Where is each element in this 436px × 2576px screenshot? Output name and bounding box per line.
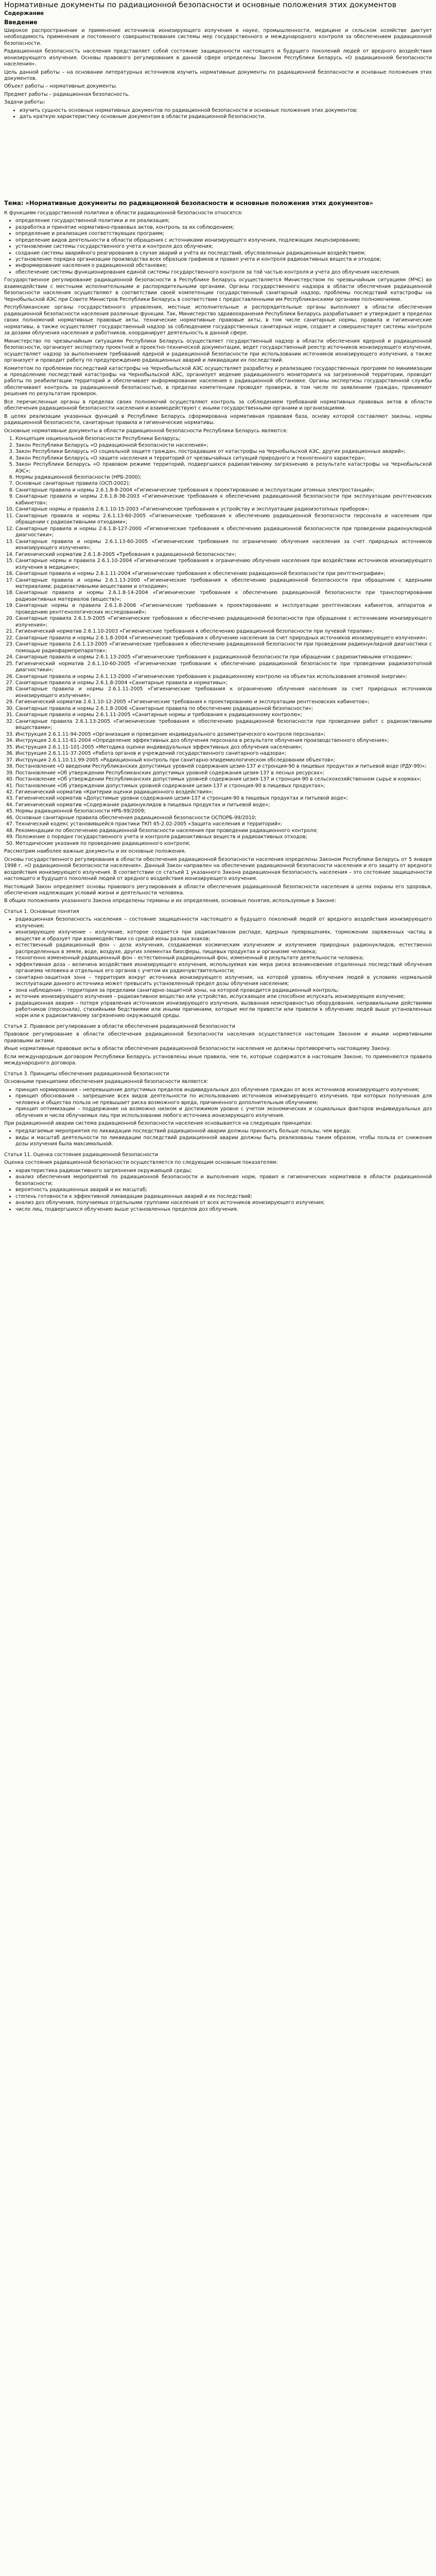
paragraph: Основные нормативные документы в области радиационной безопасности Республики Беларусь являются:	[4, 428, 288, 434]
list-item: 26. Санитарные правила и нормы 2.6.1.13-2000 «Гигиенические требования к радиационному контролю на объектах использования атомной энергии»;	[15, 674, 432, 680]
document-title: Нормативные документы по радиационной безопасности и основные положения этих документов	[4, 1, 397, 9]
list-item: 11. Санитарные правила и нормы 2.6.1.13-60-2005 «Гигиенические требования к обеспечению радиационной безопасности персонала и населения при обращении с радиоактивными отходами»;	[15, 513, 432, 526]
list-item: 20. Санитарные правила 2.6.1.9-2005 «Гигиенические требования к обеспечению радиационной безопасности при обращении с источниками ионизирующего излучения»;	[15, 616, 432, 629]
intro-paragraph: Цель данной работы – на основании литературных источников изучить нормативные документы по радиационной безопасности и основные положения этих документов.	[4, 69, 432, 81]
list-item: 43. Гигиенический норматив «Допустимые уровни содержания цезия-137 и стронция-90 в пищевых продуктах и питьевой воде»;	[15, 795, 432, 802]
list-item: • зона наблюдения – территория за пределами санитарно-защитной зоны, на которой проводится радиационный контроль;	[15, 988, 432, 994]
list-item: 19. Санитарные нормы и правила 2.6.1.8-2006 «Гигиенические требования к проектированию и эксплуатации рентгеновских кабинетов, аппаратов и проведению рентгенологических исследований»;	[15, 603, 432, 616]
list-item: • определение видов деятельности в области обращения с источниками ионизирующего излучения, подлежащих лицензированию;	[15, 238, 432, 244]
list-item: 44. Гигиенический норматив «Содержание радионуклидов в пищевых продуктах и питьевой воде»;	[15, 802, 432, 808]
list-item: 27. Санитарные правила и нормы 2.6.1.8-2004 «Санитарные правила и нормативы»;	[15, 680, 432, 686]
list-item: 34. Инструкция 2.6.1.11-61-2004 «Определение эффективных доз облучения персонала в результате облучения производственного облучения»;	[15, 738, 432, 744]
list-item: • характеристика радиоактивного загрязнения окружающей среды;	[15, 1168, 432, 1174]
article-2-title: Статья 2. Правовое регулирование в области обеспечения радиационной безопасности	[4, 1023, 235, 1029]
paragraph: Комитетом по проблемам последствий катастрофы на Чернобыльской АЭС осуществляет разработку и реализацию государственных программ по минимизации и преодолению последствий катастрофы на Чернобыльской АЭС, организует ведение радиационного мониторинга на загрязненной территории, проводит работы по реабилитации территорий и обеспечивает информирование населения о радиационной обстановке. Органы экспертизы государственной службы обеспечивают контроль за радиационной безопасностью, в пределах компетенции проводят проверки, в том числе по заявлениям граждан, принимают решения по результатам проверок.	[4, 365, 432, 397]
list-item: 32. Санитарные правила 2.6.1.13-2005 «Гигиенические требования к обеспечению радиационной безопасности при проведении работ с радиоактивными веществами»;	[15, 719, 432, 732]
list-item: • анализ обеспечения мероприятий по радиационной безопасности и выполнения норм, правил и гигиенических нормативов в области радиационной безопасности;	[15, 1174, 432, 1187]
documents-list	[4, 436, 432, 847]
intro-paragraph: Объект работы – нормативные документы.	[4, 83, 117, 90]
article-1-title: Статья 1. Основные понятия	[4, 908, 79, 914]
list-item: • радиационная безопасность населения – состояние защищенности настоящего и будущего поколений людей от вредного воздействия ионизирующего излучения;	[15, 917, 432, 929]
paragraph: При радиационной аварии система радиационной безопасности населения основывается на следующих принципах:	[4, 1121, 312, 1126]
intro-heading: Введение	[4, 18, 38, 26]
list-item: 9. Санитарные правила и нормы 2.6.1.8-38-2003 «Гигиенические требования к обеспечению радиационной безопасности при эксплуатации рентгеновских кабинетов»;	[15, 494, 432, 506]
intro-paragraph: Радиационная безопасность населения представляет собой состояние защищенности настоящего и будущего поколений людей от вредного воздействия ионизирующего излучения. Основы правового регулирования в данной сфере определены Законом Республики Беларусь «О радиационной безопасности населения».	[4, 48, 432, 67]
paragraph: В целях реализации указанных функций в Республике Беларусь сформирована нормативная правовая база, основу которой составляют законы, нормы радиационной безопасности, санитарные правила и гигиенические нормативы.	[4, 413, 432, 426]
paragraph: Государственное регулирование радиационной безопасности в Республике Беларусь осуществляется Министерством по чрезвычайным ситуациям (МЧС) во взаимодействии с местными исполнительными и распорядительными органами. Органы государственного надзора в области обеспечения радиационной безопасности населения осуществляют в соответствии своей компетенции государственный санитарный надзор, проблемы последствий катастрофы на Чернобыльской АЭС при Совете Министров Республики Беларусь в соответствии с предоставленными им Республиканскими органами полномочиями.	[4, 277, 432, 302]
list-item: 16. Санитарные правила и нормы 2.6.1.11-2004 «Гигиенические требования к обеспечению радиационной безопасности при рентгенографии»;	[15, 571, 432, 577]
list-item: 23. Санитарные правила 2.6.1.13-2005 «Гигиенические требования к обеспечению радиационной безопасности при проведении радионуклидной диагностики с помощью радиофармпрепаратов»;	[15, 641, 432, 654]
intro-paragraph: Широкое распространение и применение источников ионизирующего излучения в науке, промышленности, медицине и сельском хозяйстве диктует необходимость применения и постоянного совершенствования системы мер государственного и международного контроля за обеспечением радиационной безопасности.	[4, 27, 432, 46]
paragraph: Настоящий Закон определяет основы правового регулирования в области обеспечения радиационной безопасности населения в целях охраны его здоровья, обеспечения надлежащих условий жизни и деятельности человека.	[4, 884, 432, 896]
list-item: • принцип обоснования – запрещение всех видов деятельности по использованию источников ионизирующего излучения, при которых полученная для человека и общества польза не превышает риска возможного вреда, причиненного дополнительным облучением;	[15, 1093, 432, 1106]
paragraph: Если международным договором Республики Беларусь установлены иные правила, чем те, которые содержатся в настоящем Законе, то применяются правила международного договора.	[4, 1054, 432, 1066]
list-item: 10. Санитарные нормы и правила 2.6.1.10-15-2003 «Гигиенические требования к устройству и эксплуатации радиоизотопных приборов»;	[15, 506, 432, 513]
list-item: • степень готовности к эффективной ликвидации радиационных аварий и их последствий;	[15, 1194, 432, 1200]
list-item: • радиационная авария – потеря управления источником ионизирующего излучения, вызванная неисправностью оборудования, неправильными действиями работников (персонала), стихийными бедствиями или иными причинами, которые могли привести или привели к облучению людей выше установленных норм или к радиоактивному загрязнению окружающей среды.	[15, 1001, 432, 1020]
list-item: 5. Закон Республики Беларусь «О правовом режиме территорий, подвергшихся радиоактивному загрязнению в результате катастрофы на Чернобыльской АЭС»;	[15, 462, 432, 474]
list-item: 17. Санитарные правила и нормы 2.6.1.13-2000 «Гигиенические требования к обеспечению радиационной безопасности при обращении с ядерными материалами, радиоактивными веществами и отходами»;	[15, 578, 432, 590]
list-item: 33. Инструкция 2.6.1.11-94-2005 «Организация и проведение индивидуального дозиметрического контроля персонала»;	[15, 732, 432, 738]
list-item: • источник ионизирующего излучения – радиоактивное вещество или устройство, испускающее или способное испускать ионизирующее излучение;	[15, 994, 432, 1000]
list-item: 48. Рекомендации по обеспечению радиационной безопасности населения при проведении радиационного контроля;	[15, 828, 432, 834]
list-item: 21. Гигиенический норматив 2.6.1.10-2003 «Гигиенические требования к обеспечению радиационной безопасности при лучевой терапии»;	[15, 629, 432, 635]
list-item: 2. Закон Республики Беларусь «О радиационной безопасности населения»;	[15, 443, 432, 449]
list-item: • ионизирующее излучение – излучение, которое создается при радиоактивном распаде, ядерных превращениях, торможении заряженных частиц в веществе и образует при взаимодействии со средой ионы разных знаков;	[15, 929, 432, 942]
policy-list	[4, 218, 432, 276]
paragraph: К функциям государственной политики в области радиационной безопасности относятся:	[4, 210, 243, 216]
list-item: 22. Санитарные правила и нормы 2.6.1.8-2004 «Гигиенические требования к облучению населения за счет природных источников ионизирующего излучения»;	[15, 635, 432, 641]
intro-paragraph: Задачи работы:	[4, 99, 45, 106]
list-item: • определение государственной политики и ее реализация;	[15, 218, 432, 224]
list-item: • принцип оптимизации – поддержание на возможно низком и достижимом уровне с учетом экономических и социальных факторов индивидуальных доз облучения и числа облучаемых лиц при использовании любого источника ионизирующего излучения.	[15, 1106, 432, 1119]
toc-label[interactable]	[4, 10, 432, 18]
list-item: • дать краткую характеристику основным документам в области радиационной безопасности.	[20, 114, 432, 120]
list-item: • информирование населения о радиационной обстановке;	[15, 263, 432, 269]
list-item: • принцип нормирования – непревышение допустимых пределов индивидуальных доз облучения граждан от всех источников ионизирующего излучения;	[15, 1087, 432, 1093]
list-item: 45. Нормы радиационной безопасности НРБ-99/2009;	[15, 808, 432, 815]
list-item: 41. Постановление «Об утверждении допустимых уровней содержания цезия-137 и стронция-90 в пищевых продуктах»;	[15, 783, 432, 789]
list-item: • установление порядка организации производства всех образцов графиков и правил учета и контроля радиоактивных веществ и отходов;	[15, 257, 432, 263]
list-item: 30. Санитарные правила и нормы 2.6.1.8-2006 «Санитарные правила по обеспечению радиационной безопасности»;	[15, 706, 432, 712]
list-item: 35. Инструкция 2.6.1.11-101-2005 «Методика оценки индивидуальных эффективных доз облучения населения»;	[15, 744, 432, 751]
list-item: 28. Санитарные правила и нормы 2.6.1.11-2005 «Гигиенические требования к ограничению облучения населения за счет природных источников ионизирующего излучения»;	[15, 686, 432, 699]
article-11-title: Статья 11. Оценка состояния радиационной безопасности	[4, 1151, 158, 1158]
list-item: • санитарно-защитная зона – территория вокруг источника ионизирующего излучения, на которой уровень облучения людей в условиях нормальной эксплуатации данного источника может превысить установленный предел дозы облучения населения;	[15, 975, 432, 988]
list-item: 13. Санитарные правила и нормы 2.6.1.13-60-2005 «Гигиенические требования по ограничению облучения населения за счет природных источников ионизирующего излучения»;	[15, 539, 432, 552]
list-item: • предлагаемые мероприятия по ликвидации последствий радиационной аварии должны приносить больше пользы, чем вреда;	[15, 1128, 432, 1134]
article-1-list	[4, 917, 432, 1020]
list-item: 42. Гигиенический норматив «Критерии оценки радиационного воздействия»;	[15, 789, 432, 795]
list-item: 15. Санитарные нормы и правила 2.6.1.10-2004 «Гигиенические требования к ограничению облучения населения при воздействии источников ионизирующего излучения в медицине»;	[15, 558, 432, 571]
list-item: 14. Гигиенический норматив 2.6.1.8-2005 «Требования к радиационной безопасности»;	[15, 552, 432, 558]
list-item: 49. Положение о порядке государственного учета и контроля радиоактивных веществ и радиоактивных отходов;	[15, 834, 432, 840]
list-item: • разработка и принятие нормативно-правовых актов, контроль за их соблюдением;	[15, 225, 432, 231]
list-item: 18. Санитарные правила и нормы 2.6.1.8-14-2004 «Гигиенические требования к обеспечению радиационной безопасности при транспортировании радиоактивных материалов (веществ)»;	[15, 590, 432, 603]
paragraph: Иные нормативные правовые акты в области обеспечения радиационной безопасности населения не должны противоречить настоящему Закону.	[4, 1046, 391, 1052]
list-item: • создание системы аварийного реагирования в случае аварий и учёта их последствий, обусловленных радиационным воздействием;	[15, 250, 432, 257]
list-item: 47. Технический кодекс установившейся практики ТКП 45-2.02-2005 «Защита населения и территорий»;	[15, 821, 432, 827]
blank-space	[4, 122, 432, 199]
list-item: 4. Закон Республики Беларусь «О защите населения и территорий от чрезвычайных ситуаций природного и техногенного характера»;	[15, 455, 432, 462]
list-item: 1. Концепция национальной безопасности Республики Беларусь;	[15, 436, 432, 442]
list-item: • обеспечение системы функционирования единой системы государственного контроля за той частью контроля и учета доз облучения населения.	[15, 269, 432, 276]
tasks-list	[4, 108, 432, 121]
list-item: 24. Санитарные правила и нормы 2.6.1.13-2005 «Гигиенические требования к радиационной безопасности при обращении с радиоактивными отходами»;	[15, 654, 432, 660]
list-item: 36. Инструкция 2.6.1.11-37-2005 «Работа органов и учреждений государственного санитарного надзора»;	[15, 751, 432, 757]
list-item: 50. Методические указания по проведению радиационного контроля;	[15, 841, 432, 847]
article-3-list	[4, 1087, 432, 1119]
list-item: • естественный радиационный фон – доза излучения, создаваемая космическим излучением и излучением природных радионуклидов, естественно распределенных в земле, воде, воздухе, других элементах биосферы, пищевых продуктах и организме человека;	[15, 942, 432, 955]
list-item: 3. Закон Республики Беларусь «О социальной защите граждан, пострадавших от катастрофы на Чернобыльской АЭС, других радиационных аварий»;	[15, 449, 432, 455]
list-item: 12. Санитарные правила и нормы 2.6.1.8-127-2000 «Гигиенические требования к обеспечению радиационной безопасности при проведении радионуклидной диагностики»;	[15, 526, 432, 539]
paragraph: Правовое регулирование в области обеспечения радиационной безопасности населения осуществляется настоящим Законом и иными нормативными правовыми актами.	[4, 1031, 432, 1044]
list-item: 37. Инструкция 2.6.1.10.11.99-2005 «Радиационный контроль при санитарно-эпидемиологическом обследовании объектов»;	[15, 757, 432, 764]
article-3-title: Статья 3. Принципы обеспечения радиационной безопасности	[4, 1071, 169, 1077]
list-item: 25. Гигиенический норматив 2.6.1.10-60-2005 «Гигиенические требования к обеспечению радиационной безопасности при проведении радиоизотопной диагностики»;	[15, 661, 432, 674]
intro-paragraph: Предмет работы – радиационная безопасность.	[4, 91, 130, 97]
list-item: • вероятность радиационных аварий и их масштаб;	[15, 1187, 432, 1193]
paragraph: Оценка состояния радиационной безопасности осуществляется по следующим основным показателям:	[4, 1160, 278, 1166]
paragraph: Министерство по чрезвычайным ситуациям Республики Беларусь осуществляет государственный надзор в области обеспечения ядерной и радиационной безопасности, организует экспертизу проектной и проектно-технической документации, ведет государственный реестр источников ионизирующего излучения, осуществляет надзор за выполнением требований ядерной и радиационной безопасности при использовании источников ионизирующего излучения, а также организует и проводит работу по предупреждению радиационных аварий и ликвидации их последствий.	[4, 338, 432, 364]
list-item: 7. Основные санитарные правила (ОСП-2002);	[15, 481, 432, 487]
list-item: • эффективная доза – величина воздействия ионизирующего излучения, используемая как мера риска возникновения отдаленных последствий облучения организма человека и отдельных его органов с учетом их радиочувствительности;	[15, 962, 432, 975]
paragraph: Рассмотрим наиболее важные документы и их основные положения.	[4, 849, 186, 855]
list-item: • техногенно измененный радиационный фон – естественный радиационный фон, измененный в результате деятельности человека;	[15, 955, 432, 961]
toc-label-text: Содержание	[4, 10, 44, 17]
list-item: 29. Гигиенический норматив 2.6.1.10-12-2005 «Гигиенические требования к проектированию и эксплуатации рентгеновских кабинетов»;	[15, 699, 432, 705]
list-item: 40. Постановление «Об утверждении Республиканских допустимых уровней содержания цезия-137 и стронция-90 в сельскохозяйственном сырье и кормах»;	[15, 776, 432, 783]
paragraph: Основы государственного регулирования в области обеспечения радиационной безопасности населения определены Законом Республики Беларусь от 5 января 1998 г. «О радиационной безопасности населения». Данный Закон направлен на обеспечение радиационной безопасности населения и его защиту от вредного воздействия ионизирующего излучения. В соответствии со статьей 1 указанного Закона радиационная безопасность населения – это состояние защищенности настоящего и будущего поколений людей от вредного воздействия ионизирующего излучения.	[4, 856, 432, 882]
paragraph: Все перечисленные органы в пределах своих полномочий осуществляют контроль за соблюдением требований нормативных правовых актов в области обеспечения радиационной безопасности населения и взаимодействуют с иными государственными органами и организациями.	[4, 399, 432, 412]
list-item: • определение и реализация соответствующих программ;	[15, 231, 432, 237]
document-page	[0, 0, 436, 1213]
list-item: 31. Санитарные правила и нормы 2.6.1.11-2005 «Санитарные нормы и требования к радиационному контролю»;	[15, 712, 432, 718]
list-item: • анализ доз облучения, получаемых отдельными группами населения от всех источников ионизирующего излучения;	[15, 1200, 432, 1206]
list-item: • изучить сущность основных нормативных документов по радиационной безопасности и основные положения этих документов;	[20, 108, 432, 114]
list-item: • виды и масштаб деятельности по ликвидации последствий радиационной аварии должны быть реализованы таким образом, чтобы польза от снижения дозы излучения была максимальной.	[15, 1135, 432, 1148]
article-3-accident-list	[4, 1128, 432, 1147]
article-11-list	[4, 1168, 432, 1213]
list-item: • число лиц, подвергшихся облучению выше установленных пределов доз облучения.	[15, 1207, 432, 1213]
list-item: 8. Санитарные правила и нормы 2.6.1.8-8-2004 «Гигиенические требования к проектированию и эксплуатации атомных электростанций»;	[15, 487, 432, 494]
topic-heading: Тема: «Нормативные документы по радиационной безопасности и основные положения этих документов»	[4, 199, 373, 207]
list-item: 38. Постановление «О введении Республиканских допустимых уровней содержания цезия-137 и стронция-90 в пищевых продуктах и питьевой воде (РДУ-99)»;	[15, 764, 432, 770]
list-item: 39. Постановление «Об утверждении Республиканских допустимых уровней содержания цезия-137 в лесных ресурсах»;	[15, 770, 432, 776]
list-item: 6. Нормы радиационной безопасности (НРБ-2000);	[15, 474, 432, 481]
list-item: • установление системы государственного учета и контроля доз облучения;	[15, 244, 432, 250]
list-item: 46. Основные санитарные правила обеспечения радиационной безопасности ОСПОРБ-99/2010;	[15, 815, 432, 821]
paragraph: В общих положениях указанного Закона определены термины и их определения, основные понятия, используемые в Законе:	[4, 898, 336, 904]
paragraph: Республиканские органы государственного управления, местные исполнительные и распорядительные органы выполняют в области обеспечения радиационной безопасности населения различные функции. Так, Министерство здравоохранения Республики Беларусь разрабатывает и утверждает в пределах своих полномочий нормативные правовые акты, технические нормативные правовые акты, в том числе санитарные нормы, правила и гигиенические нормативы, а также осуществляет государственный надзор за соблюдением государственных санитарных норм, создает и совершенствует системы контроля за дозами облучения населения и работников, координирует деятельность в данной сфере.	[4, 304, 432, 336]
paragraph: Основными принципами обеспечения радиационной безопасности являются:	[4, 1079, 208, 1085]
